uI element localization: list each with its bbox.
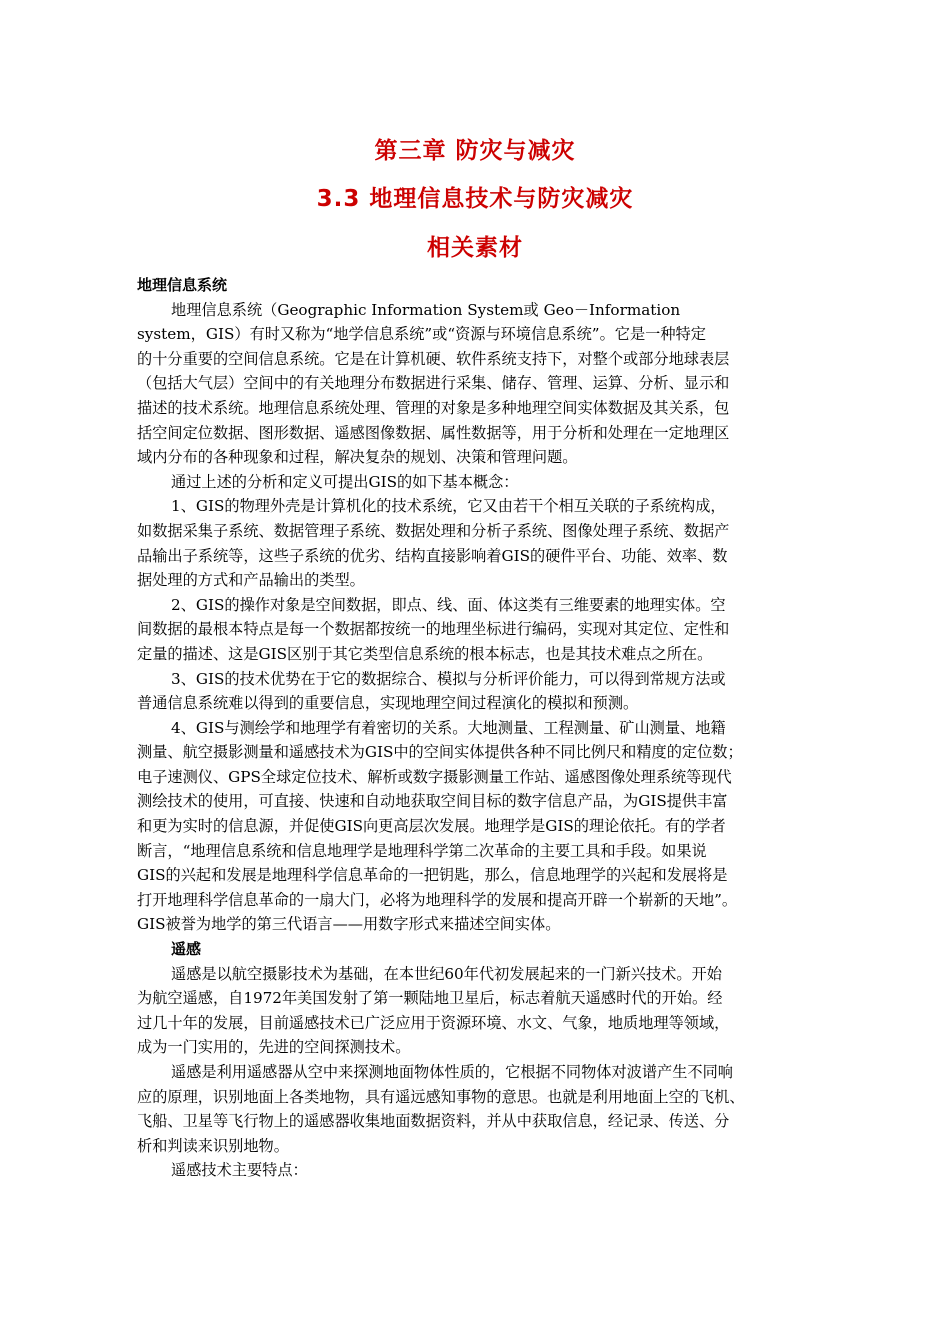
remote-sensing-features-intro: 遥感技术主要特点： [171, 1161, 308, 1180]
text-line: 飞船、卫星等飞行物上的遥感器收集地面数据资料，并从中获取信息，经记录、传送、分 [137, 1112, 730, 1131]
concept-point-2 [137, 593, 827, 667]
text-line: 测绘技术的使用，可直接、快速和自动地获取空间目标的数字信息产品，为GIS提供丰富 [137, 792, 728, 811]
text-line: 括空间定位数据、图形数据、遥感图像数据、属性数据等，用于分析和处理在一定地理区 [137, 423, 730, 442]
text-line: 普通信息系统难以得到的重要信息，实现地理空间过程演化的模拟和预测。 [137, 694, 639, 713]
text-line: 品输出子系统等，这些子系统的优劣、结构直接影响着GIS的硬件平台、功能、效率、数 [137, 546, 728, 565]
text-line: 遥感是以航空摄影技术为基础，在本世纪60年代初发展起来的一门新兴技术。开始 [171, 964, 722, 983]
text-line: 3、GIS的技术优势在于它的数据综合、模拟与分析评价能力，可以得到常规方法或 [171, 669, 726, 688]
text-line: 过几十年的发展，目前遥感技术已广泛应用于资源环境、水文、气象，地质地理等领域， [137, 1013, 730, 1032]
text-line: 为航空遥感，自1972年美国发射了第一颗陆地卫星后，标志着航天遥感时代的开始。经 [137, 989, 723, 1008]
concept-intro: 通过上述的分析和定义可提出GIS的如下基本概念： [171, 472, 519, 491]
text-line: 地理信息系统（Geographic Information System或 Geo－Information [171, 300, 681, 319]
concept-point-3 [137, 667, 827, 716]
concept-point-1 [137, 494, 827, 592]
text-line: 定量的描述、这是GIS区别于其它类型信息系统的根本标志，也是其技术难点之所在。 [137, 644, 713, 663]
text-line: 据处理的方式和产品输出的类型。 [137, 571, 365, 590]
text-line: 如数据采集子系统、数据管理子系统、数据处理和分析子系统、图像处理子系统、数据产 [137, 521, 730, 540]
section-title: 3.3 地理信息技术与防灾减灾 [316, 186, 634, 212]
chapter-title: 第三章 防灾与减灾 [374, 138, 576, 164]
text-line: 1、GIS的物理外壳是计算机化的技术系统，它又由若干个相互关联的子系统构成， [171, 497, 726, 516]
text-line: 电子速测仪、GPS全球定位技术、解析或数字摄影测量工作站、遥感图像处理系统等现代 [137, 767, 732, 786]
remote-sensing-paragraph-2 [137, 1060, 827, 1158]
remote-sensing-paragraph-1 [137, 962, 827, 1060]
text-line: 应的原理，识别地面上各类地物，具有遥远感知事物的意思。也就是利用地面上空的飞机、 [137, 1087, 745, 1106]
text-line: 打开地理科学信息革命的一扇大门，必将为地理科学的发展和提高开辟一个崭新的天地”。 [137, 890, 738, 909]
text-line: （包括大气层）空间中的有关地理分布数据进行采集、储存、管理、运算、分析、显示和 [137, 374, 730, 393]
text-line: 析和判读来识别地物。 [137, 1136, 289, 1155]
text-line: 的十分重要的空间信息系统。它是在计算机硬、软件系统支持下，对整个或部分地球表层 [137, 349, 730, 368]
text-line: 测量、航空摄影测量和遥感技术为GIS中的空间实体提供各种不同比例尺和精度的定位数； [137, 743, 743, 762]
text-line: system，GIS）有时又称为“地学信息系统”或“资源与环境信息系统”。它是一种特定 [137, 325, 706, 344]
text-line: 成为一门实用的，先进的空间探测技术。 [137, 1038, 411, 1057]
gis-definition-paragraph [137, 298, 827, 470]
subtitle: 相关素材 [427, 235, 523, 261]
concept-point-4 [137, 716, 827, 937]
text-line: 4、GIS与测绘学和地理学有着密切的关系。大地测量、工程测量、矿山测量、地籍 [171, 718, 726, 737]
text-line: 断言，“地理信息系统和信息地理学是地理科学第二次革命的主要工具和手段。如果说 [137, 841, 707, 860]
text-line: 描述的技术系统。地理信息系统处理、管理的对象是多种地理空间实体数据及其关系，包 [137, 398, 730, 417]
text-line: GIS被誉为地学的第三代语言——用数字形式来描述空间实体。 [137, 915, 561, 934]
remote-sensing-heading: 遥感 [171, 940, 202, 959]
text-line: 2、GIS的操作对象是空间数据，即点、线、面、体这类有三维要素的地理实体。空 [171, 595, 726, 614]
gis-heading: 地理信息系统 [137, 276, 228, 294]
document-body [137, 273, 827, 1183]
text-line: 和更为实时的信息源，并促使GIS向更高层次发展。地理学是GIS的理论依托。有的学者 [137, 817, 726, 836]
text-line: GIS的兴起和发展是地理科学信息革命的一把钥匙，那么，信息地理学的兴起和发展将是 [137, 866, 728, 885]
text-line: 域内分布的各种现象和过程，解决复杂的规划、决策和管理问题。 [137, 448, 578, 467]
text-line: 遥感是利用遥感器从空中来探测地面物体性质的，它根据不同物体对波谱产生不同响 [171, 1063, 733, 1081]
text-line: 间数据的最根本特点是每一个数据都按统一的地理坐标进行编码，实现对其定位、定性和 [137, 620, 730, 639]
